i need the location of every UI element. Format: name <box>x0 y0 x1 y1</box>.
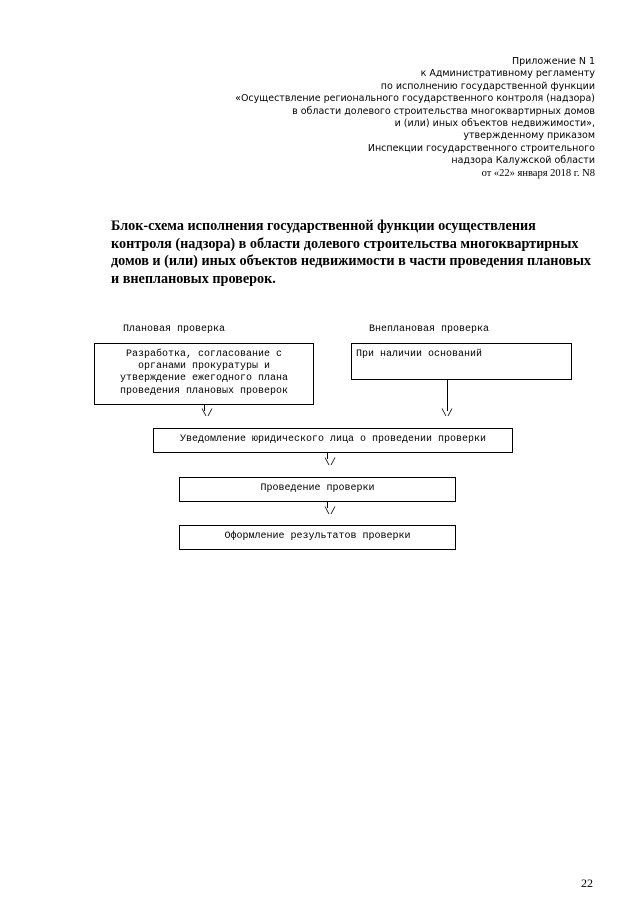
header-line-1: Приложение N 1 <box>511 56 595 67</box>
notification-text: Уведомление юридического лица о проведении проверки <box>179 434 487 445</box>
planned-box-line-2: органами прокуратуры и <box>137 361 271 373</box>
arrow-notification: \/ <box>324 458 337 469</box>
document-title <box>111 218 601 288</box>
header-line-3: по исполнению государственной функции <box>380 80 595 92</box>
header-line-10: от «22» января 2018 г. N8 <box>481 167 595 179</box>
results-text: Оформление результатов проверки <box>224 531 411 542</box>
unplanned-box-text: При наличии оснований <box>356 349 483 360</box>
planned-check-label: Плановая проверка <box>123 324 226 335</box>
arrow-planned: \/ <box>201 409 214 420</box>
title-line-3: домов и (или) иных объектов недвижимости в части проведения плановых <box>111 253 592 270</box>
planned-box-line-3: утверждение ежегодного плана <box>119 373 289 385</box>
header-line-8: Инспекции государственного строительного <box>367 142 595 154</box>
unplanned-check-label: Внеплановая проверка <box>369 324 490 335</box>
header-line-4: «Осуществление регионального государственного контроля (надзора) <box>235 93 595 105</box>
planned-plan-box <box>94 343 314 405</box>
header-line-6: и (или) иных объектов недвижимости», <box>394 118 595 130</box>
unplanned-grounds-box <box>351 343 572 380</box>
planned-box-line-4: проведения плановых проверок <box>119 385 289 397</box>
results-box <box>179 525 456 550</box>
title-line-1: Блок-схема исполнения государственной функции осуществления <box>111 218 536 234</box>
arrow-unplanned: \/ <box>441 409 454 420</box>
approval-header <box>235 56 595 180</box>
planned-box-line-1: Разработка, согласование с <box>125 349 283 360</box>
notification-box <box>153 428 513 453</box>
inspection-box <box>179 477 456 502</box>
header-line-9: надзора Калужской области <box>451 155 595 167</box>
header-line-5: в области долевого строительства многоквартирных домов <box>292 105 595 117</box>
header-line-2: к Административному регламенту <box>420 68 595 80</box>
inspection-text: Проведение проверки <box>260 483 375 494</box>
page-number: 22 <box>581 876 593 890</box>
title-line-2: контроля (надзора) в области долевого строительства многоквартирных <box>111 235 579 252</box>
header-line-7: утвержденному приказом <box>463 130 595 142</box>
arrow-inspection: \/ <box>324 507 337 518</box>
title-line-4: и внеплановых проверок. <box>111 270 276 287</box>
connector-unplanned <box>447 380 448 411</box>
